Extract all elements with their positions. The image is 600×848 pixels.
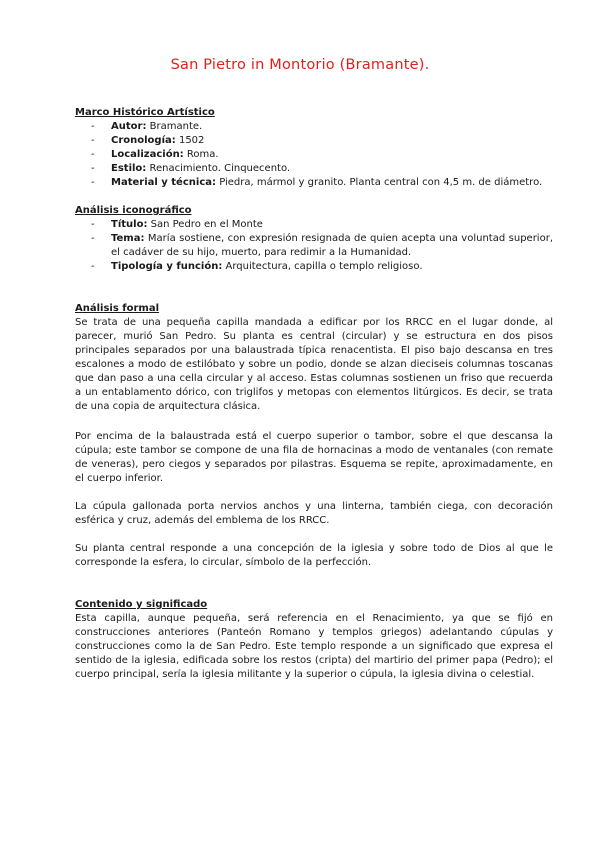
iconografico-heading: Análisis iconográfico — [75, 205, 192, 216]
item-label: Autor: — [111, 121, 147, 132]
item-label: Material y técnica: — [111, 177, 216, 188]
list-item — [75, 120, 553, 134]
item-value: Arquitectura, capilla o templo religioso. — [225, 261, 423, 272]
formal-paragraph: Su planta central responde a una concepción de la iglesia y sobre todo de Dios al que le corresponde la esfera, lo circular, símbolo de la perfección. — [75, 543, 553, 568]
item-value: Roma. — [186, 149, 219, 160]
item-value: San Pedro en el Monte — [150, 219, 263, 230]
list-item — [75, 260, 553, 274]
list-item — [75, 134, 553, 148]
item-value: Renacimiento. Cinquecento. — [149, 163, 291, 174]
item-value: Bramante. — [149, 121, 203, 132]
marco-list — [75, 120, 553, 190]
contenido-heading: Contenido y significado — [75, 599, 208, 610]
marco-heading: Marco Histórico Artístico — [75, 107, 215, 118]
formal-paragraph: Por encima de la balaustrada está el cuerpo superior o tambor, sobre el que descansa la cúpula; este tambor se compone de una fila de hornacinas a modo de ventanales (con remate de veneras), pero ciegos y separados por pilastras. Esquema se repite, aproximadamente, en el cuerpo inferior. — [75, 431, 553, 484]
iconografico-list — [75, 218, 553, 274]
list-item — [75, 176, 553, 190]
item-label: Localización: — [111, 149, 184, 160]
formal-paragraph: La cúpula gallonada porta nervios anchos y una linterna, también ciega, con decoración esférica y cruz, además del emblema de los RRCC. — [75, 501, 553, 526]
item-value: María sostiene, con expresión resignada de quien acepta una voluntad superior, el cadáver de su hijo, muerto, para redimir a la Humanidad. — [111, 233, 553, 258]
list-item — [75, 162, 553, 176]
contenido-paragraph: Esta capilla, aunque pequeña, será referencia en el Renacimiento, ya que se fijó en construcciones anteriores (Panteón Romano y templos griegos) adelantando cúpulas y construcciones como la de San Pedro. Este templo responde a un significado que expresa el sentido de la iglesia, edificada sobre los restos (cripta) del martirio del primer papa (Pedro); el cuerpo principal, sería la iglesia militante y la superior o cúpula, la iglesia divina o celestial. — [75, 613, 553, 680]
item-value: 1502 — [178, 135, 205, 146]
list-item — [75, 232, 553, 260]
item-value: Piedra, mármol y granito. Planta central con 4,5 m. de diámetro. — [219, 177, 543, 188]
formal-paragraph: Se trata de una pequeña capilla mandada a edificar por los RRCC en el lugar donde, al parecer, murió San Pedro. Su planta es central (circular) y se estructura en dos pisos principales separados por una balaustrada típica renacentista. El piso bajo descansa en tres escalones a modo de estilóbato y sobre un podio, donde se alzan dieciseis columnas toscanas que dan paso a una cella circular y al acceso. Estas columnas sostienen un friso que recuerda a un entablamento dórico, con triglifos y metopas con elementos litúrgicos. Es decir, se trata de una copia de arquitectura clásica. — [75, 317, 553, 412]
formal-section — [75, 302, 553, 414]
contenido-section — [75, 598, 553, 682]
item-label: Tema: — [111, 233, 145, 244]
list-item — [75, 218, 553, 232]
iconografico-section — [75, 204, 553, 274]
item-label: Tipología y función: — [111, 261, 223, 272]
item-label: Cronología: — [111, 135, 176, 146]
marco-section — [75, 106, 553, 190]
page-title: San Pietro in Montorio (Bramante). — [170, 57, 430, 73]
formal-heading: Análisis formal — [75, 303, 160, 314]
item-label: Estilo: — [111, 163, 147, 174]
list-item — [75, 148, 553, 162]
item-label: Título: — [111, 219, 148, 230]
